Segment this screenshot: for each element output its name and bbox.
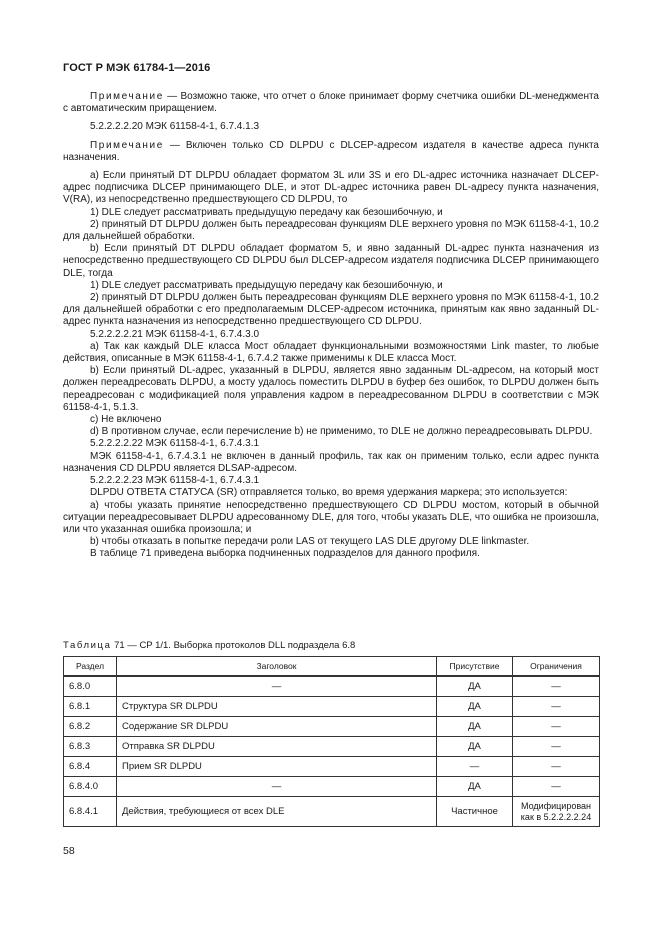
cell-limits: — [513,717,600,737]
paragraph: b) Если принятый DL-адрес, указанный в DLPDU, является явно заданным DL-адресом, на который мост должен переадресовать DLPDU, а мосту удалось поместить DLPDU в буфер без ошибок, то DLPDU должен быть переадресован с модификацией поля управления кадром в переадресованном DLPDU в соответствии с МЭК 61158-4-1, 5.1.3. [63,365,599,413]
cell-section: 6.8.4.0 [64,777,117,797]
note-label: Примечание [90,139,164,151]
header-limits: Ограничения [513,657,600,677]
body-text [63,91,599,561]
header-title: Заголовок [117,657,437,677]
paragraph: a) чтобы указать принятие непосредственно предшествующего CD DLPDU мостом, который в обычной ситуации переадресовывает DLPDU адресованному DLE, для того, чтобы указать DLE, что ошибка не произошла, или что указанная ошибка произошла; и [63,499,599,535]
note-paragraph: Примечание — Включен только CD DLPDU с DLCEP-адресом издателя в качестве адреса пункта назначения. [63,139,599,163]
cell-section: 6.8.4.1 [64,797,117,827]
cell-limits: — [513,697,600,717]
header-section: Раздел [64,657,117,677]
paragraph: 1) DLE следует рассматривать предыдущую передачу как безошибочную, и [90,279,443,291]
table-row [64,757,600,777]
cell-section: 6.8.3 [64,737,117,757]
table-caption-label: Таблица [63,640,112,651]
table-row [64,676,600,697]
table-row [64,797,600,827]
paragraph: 2) принятый DT DLPDU должен быть переадресован функциям DLE верхнего уровня по МЭК 61158-4-1, 10.2 для дальнейшей обработки с его предполагаемым DLCEP-адресом источника, принятым как явно заданный DL-адрес пункта назначения из непосредственно предшествующего CD DLPDU. [63,292,599,328]
cell-title: Отправка SR DLPDU [117,737,437,757]
table-header-row [64,657,600,677]
paragraph: a) Если принятый DT DLPDU обладает форматом 3L или 3S и его DL-адрес источника назначает DLCEP-адрес подписчика DLCEP принимающего DLE, и этот DL-адрес источника равен DL-адресу пункта назначения, V(RA), из непосредственно предшествующего CD DLPDU, то [63,170,599,206]
selection-table [63,656,600,827]
clause-heading: 5.2.2.2.2.21 МЭК 61158-4-1, 6.7.4.3.0 [90,328,260,340]
note-label: Примечание [90,91,164,102]
clause-heading: 5.2.2.2.2.23 МЭК 61158-4-1, 6.7.4.3.1 [90,475,260,487]
paragraph: b) чтобы отказать в попытке передачи роли LAS от текущего LAS DLE другому DLE linkmaster. [90,536,530,548]
table-row [64,717,600,737]
cell-presence: ДА [437,737,513,757]
table-row [64,777,600,797]
document-header: ГОСТ Р МЭК 61784-1—2016 [63,62,211,74]
paragraph: a) Так как каждый DLE класса Мост обладает функциональными возможностями Link master, то любые действия, описанные в МЭК 61158-4-1, 6.7.4.2 также применимы к DLE класса Мост. [63,340,599,365]
paragraph: b) Если принятый DT DLPDU обладает форматом 5, и явно заданный DL-адрес пункта назначения из непосредственно предшествующего CD DLPDU был DLCEP-адресом издателя подписчика DLCEP принимающего DLE, тогда [63,243,599,279]
paragraph: В таблице 71 приведена выборка подчиненных подразделов для данного профиля. [90,548,480,560]
cell-presence: ДА [437,676,513,697]
cell-presence: — [437,757,513,777]
paragraph: 2) принятый DT DLPDU должен быть переадресован функциям DLE верхнего уровня по МЭК 61158-4-1, 10.2 для дальнейшей обработки. [63,218,599,243]
cell-title: Действия, требующиеся от всех DLE [117,797,437,827]
page-number: 58 [63,845,75,857]
cell-section: 6.8.1 [64,697,117,717]
paragraph: DLPDU ОТВЕТА СТАТУСА (SR) отправляется только, во время удержания маркера; это используется: [90,487,568,499]
cell-limits: Модифицирован как в 5.2.2.2.2.24 [513,797,600,827]
paragraph: c) Не включено [90,414,162,426]
clause-heading: 5.2.2.2.2.22 МЭК 61158-4-1, 6.7.4.3.1 [90,438,260,450]
cell-title: — [117,676,437,697]
cell-title: Прием SR DLPDU [117,757,437,777]
cell-limits: — [513,777,600,797]
cell-limits: — [513,676,600,697]
paragraph: d) В противном случае, если перечисление b) не применимо, то DLE не должно переадресовывать DLPDU. [90,426,593,438]
note-paragraph: Примечание — Возможно также, что отчет о блоке принимает форму счетчика ошибки DL-менеджмента с автоматическим приращением. [63,91,599,115]
paragraph: МЭК 61158-4-1, 6.7.4.3.1 не включен в данный профиль, так как он применим только, если адрес пункта назначения CD DLPDU является DLSAP-адресом. [63,450,599,474]
table-caption: Таблица 71 — CP 1/1. Выборка протоколов DLL подраздела 6.8 [63,640,356,651]
cell-presence: ДА [437,697,513,717]
cell-title: — [117,777,437,797]
header-presence: Присутствие [437,657,513,677]
cell-presence: Частичное [437,797,513,827]
cell-title: Структура SR DLPDU [117,697,437,717]
table-row [64,737,600,757]
clause-heading: 5.2.2.2.2.20 МЭК 61158-4-1, 6.7.4.1.3 [90,121,260,133]
cell-presence: ДА [437,717,513,737]
cell-title: Содержание SR DLPDU [117,717,437,737]
cell-limits: — [513,757,600,777]
paragraph: 1) DLE следует рассматривать предыдущую передачу как безошибочную, и [90,206,443,218]
cell-presence: ДА [437,777,513,797]
cell-section: 6.8.4 [64,757,117,777]
cell-limits: — [513,737,600,757]
table-row [64,697,600,717]
cell-section: 6.8.0 [64,676,117,697]
cell-section: 6.8.2 [64,717,117,737]
